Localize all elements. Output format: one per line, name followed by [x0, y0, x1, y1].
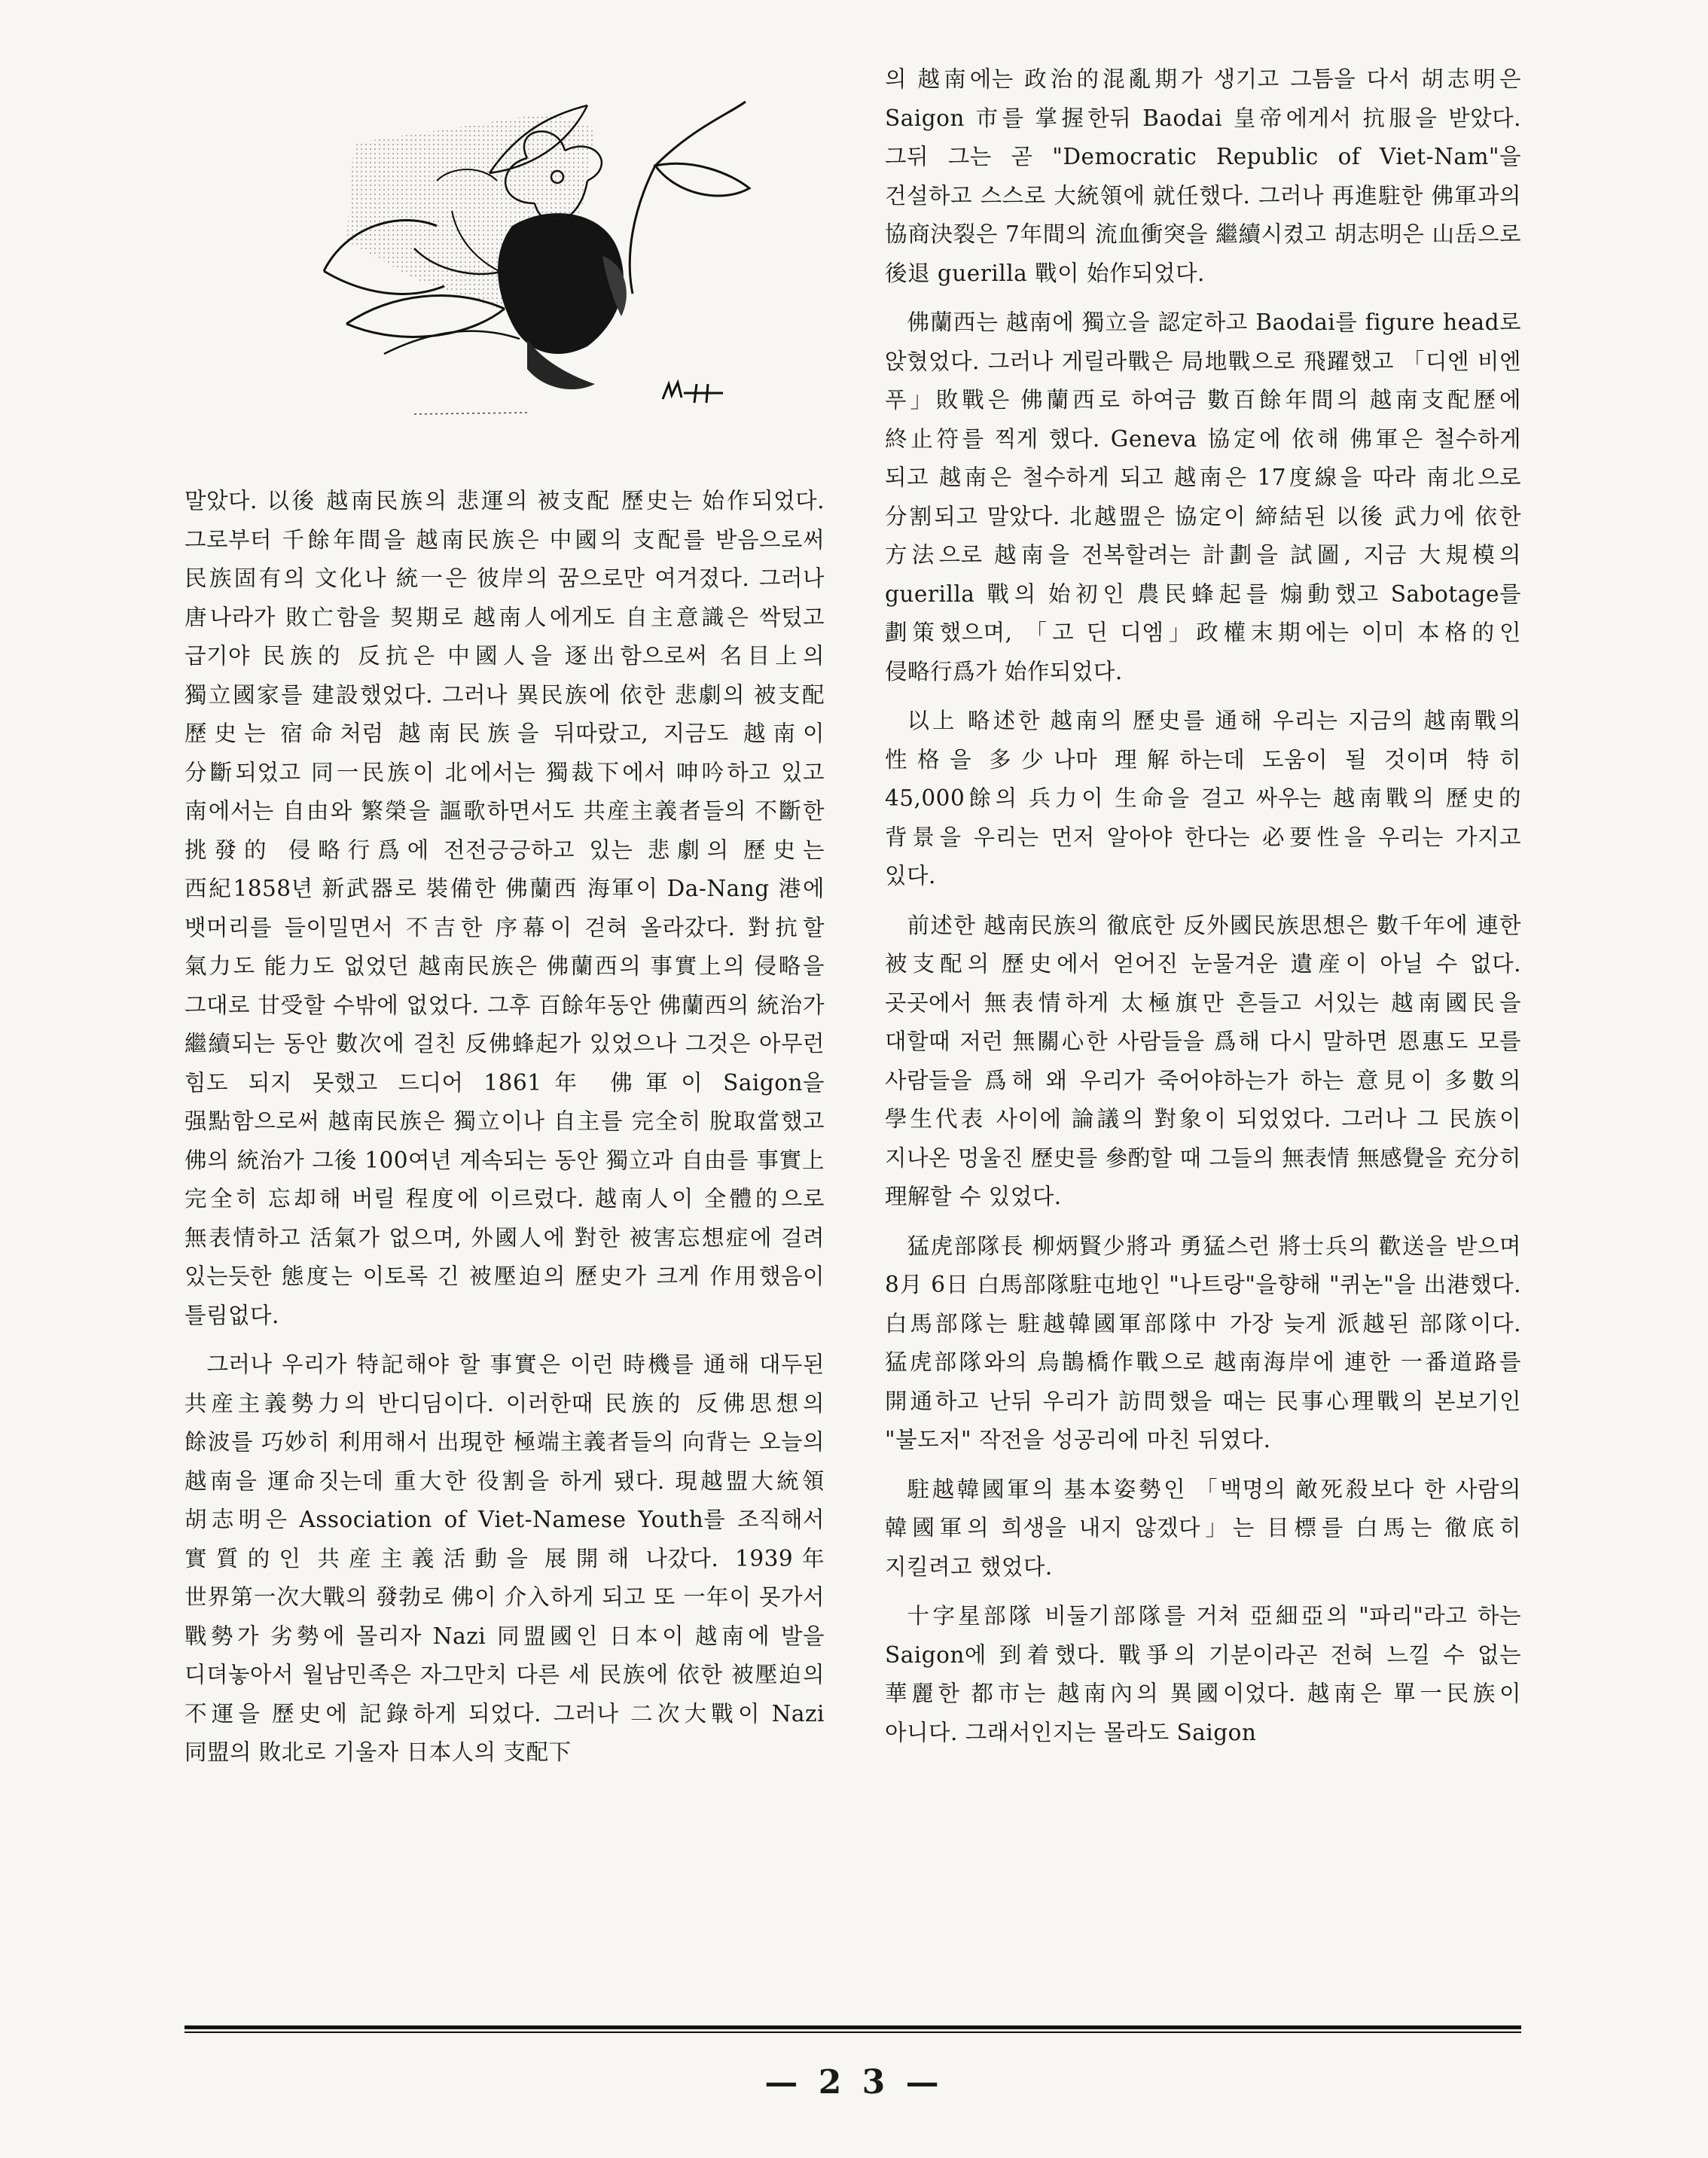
right-text-column — [885, 60, 1521, 1763]
paragraph: 말았다. 以後 越南民族의 悲運의 被支配 歷史는 始作되었다. 그로부터 千餘年間을 越南民族은 中國의 支配를 받음으로써 民族固有의 文化나 統一은 彼岸의 꿈으로만 여겨졌다. 그러나 唐나라가 敗亡함을 契期로 越南人에게도 自主意識은 싹텄고 급기야 民族的 反抗은 中國人을 逐出함으로써 名目上의 獨立國家를 建設했었다. 그러나 異民族에 依한 悲劇의 被支配 歷史는 宿命처럼 越南民族을 뒤따랐고, 지금도 越南이 分斷되었고 同一民族이 北에서는 獨裁下에서 呻吟하고 있고 南에서는 自由와 繁榮을 謳歌하면서도 共産主義者들의 不斷한 挑發的 侵略行爲에 전전긍긍하고 있는 悲劇의 歷史는 西紀1858년 新武器로 裝備한 佛蘭西 海軍이 Da-Nang 港에 뱃머리를 들이밀면서 不吉한 序幕이 걷혀 올라갔다. 對抗할 氣力도 能力도 없었던 越南民族은 佛蘭西의 事實上의 侵略을 그대로 甘受할 수밖에 없었다. 그후 百餘年동안 佛蘭西의 統治가 繼續되는 동안 數次에 걸친 反佛蜂起가 있었으나 그것은 아무런 힘도 되지 못했고 드디어 1861年 佛軍이 Saigon을 强點함으로써 越南民族은 獨立이나 自主를 完全히 脫取當했고 佛의 統治가 그後 100여년 계속되는 동안 獨立과 自由를 事實上 完全히 忘却해 버릴 程度에 이르렀다. 越南人이 全體的으로 無表情하고 活氣가 없으며, 外國人에 對한 被害忘想症에 걸려 있는듯한 態度는 이토록 긴 被壓迫의 歷史가 크게 作用했음이 틀림없다. — [185, 488, 825, 1328]
paragraph: 猛虎部隊長 柳炳賢少將과 勇猛스런 將士兵의 歡送을 받으며 8月 6日 白馬部隊駐屯地인 "나트랑"을향해 "퀴논"을 出港했다. 白馬部隊는 駐越韓國軍部隊中 가장 늦게 派越된 部隊이다. 猛虎部隊와의 烏鵲橋作戰으로 越南海岸에 連한 一番道路를 開通하고 난뒤 우리가 訪問했을 때는 民事心理戰의 본보기인 "불도저" 작전을 성공리에 마친 뒤였다. — [885, 1233, 1521, 1452]
page-number: — 2 3 — — [764, 2063, 944, 2102]
paragraph: 十字星部隊 비둘기部隊를 거쳐 亞細亞의 "파리"라고 하는 Saigon에 到着했다. 戰爭의 기분이라곤 전혀 느낄 수 없는 華麗한 都市는 越南內의 異國이었다. 越南은 單一民族이 아니다. 그래서인지는 몰라도 Saigon — [885, 1603, 1521, 1745]
paragraph: 以上 略述한 越南의 歷史를 通해 우리는 지금의 越南戰의 性格을 多少나마 理解하는데 도움이 될 것이며 特히 45,000餘의 兵力이 生命을 걸고 싸우는 越南戰의 歷史的 背景을 우리는 먼저 알아야 한다는 必要性을 우리는 가지고 있다. — [885, 708, 1521, 888]
left-text-column — [185, 482, 825, 1783]
bottom-divider — [185, 2025, 1521, 2029]
paragraph: 그러나 우리가 特記해야 할 事實은 이런 時機를 通해 대두된 共産主義勢力의 반디딤이다. 이러한때 民族的 反佛思想의 餘波를 巧妙히 利用해서 出現한 極端主義者들의 向背는 오늘의 越南을 運命짓는데 重大한 役割을 하게 됐다. 現越盟大統領 胡志明은 Association of Viet-Namese Youth를 조직해서 實質的인 共産主義活動을 展開해 나갔다. 1939年 世界第一次大戰의 發勃로 佛이 介入하게 되고 또 一年이 못가서 戰勢가 劣勢에 몰리자 Nazi 同盟國인 日本이 越南에 발을 디뎌놓아서 월남민족은 자그만치 다른 세 民族에 依한 被壓迫의 不運을 歷史에 記錄하게 되었다. 그러나 二次大戰이 Nazi 同盟의 敗北로 기울자 日本人의 支配下 — [185, 1352, 825, 1765]
paragraph: 佛蘭西는 越南에 獨立을 認定하고 Baodai를 figure head로 앉혔었다. 그러나 게릴라戰은 局地戰으로 飛躍했고 「디엔 비엔 푸」敗戰은 佛蘭西로 하여금 數百餘年間의 越南支配歷에 終止符를 찍게 했다. Geneva 協定에 依해 佛軍은 철수하게 되고 越南은 철수하게 되고 越南은 17度線을 따라 南北으로 分割되고 말았다. 北越盟은 協定이 締結된 以後 武力에 依한 方法으로 越南을 전복할려는 計劃을 試圖, 지금 大規模의 guerilla 戰의 始初인 農民蜂起를 煽動했고 Sabotage를 劃策했으며, 「고 딘 디엠」政權末期에는 이미 本格的인 侵略行爲가 始作되었다. — [885, 309, 1521, 684]
paragraph: 駐越韓國軍의 基本姿勢인 「백명의 敵死殺보다 한 사람의 韓國軍의 희생을 내지 않겠다」는 目標를 白馬는 徹底히 지킬려고 했었다. — [885, 1476, 1521, 1580]
paragraph: 前述한 越南民族의 徹底한 反外國民族思想은 數千年에 連한 被支配의 歷史에서 얻어진 눈물겨운 遺産이 아닐 수 없다. 곳곳에서 無表情하게 太極旗만 흔들고 서있는 越南國民을 대할때 저런 無關心한 사람들을 爲해 다시 말하면 恩惠도 모를 사람들을 爲해 왜 우리가 죽어야하는가 하는 意見이 多數의 學生代表 사이에 論議의 對象이 되었었다. 그러나 그 民族이 지나온 멍울진 歷史를 參酌할 때 그들의 無表情 無感覺을 充分히 理解할 수 있었다. — [885, 912, 1521, 1209]
flower-sketch-illustration — [301, 98, 753, 433]
artist-signature — [663, 383, 723, 403]
bottom-divider-thin — [185, 2032, 1521, 2033]
paragraph: 의 越南에는 政治的混亂期가 생기고 그틈을 다서 胡志明은 Saigon 市를 掌握한뒤 Baodai 皇帝에게서 抗服을 받았다. 그뒤 그는 곧 "Democratic Republic of Viet-Nam"을 건설하고 스스로 大統領에 就任했다. 그러나 再進駐한 佛軍과의 協商決裂은 7年間의 流血衝突을 繼續시켰고 胡志明은 山岳으로 後退 guerilla 戰이 始作되었다. — [885, 66, 1521, 286]
